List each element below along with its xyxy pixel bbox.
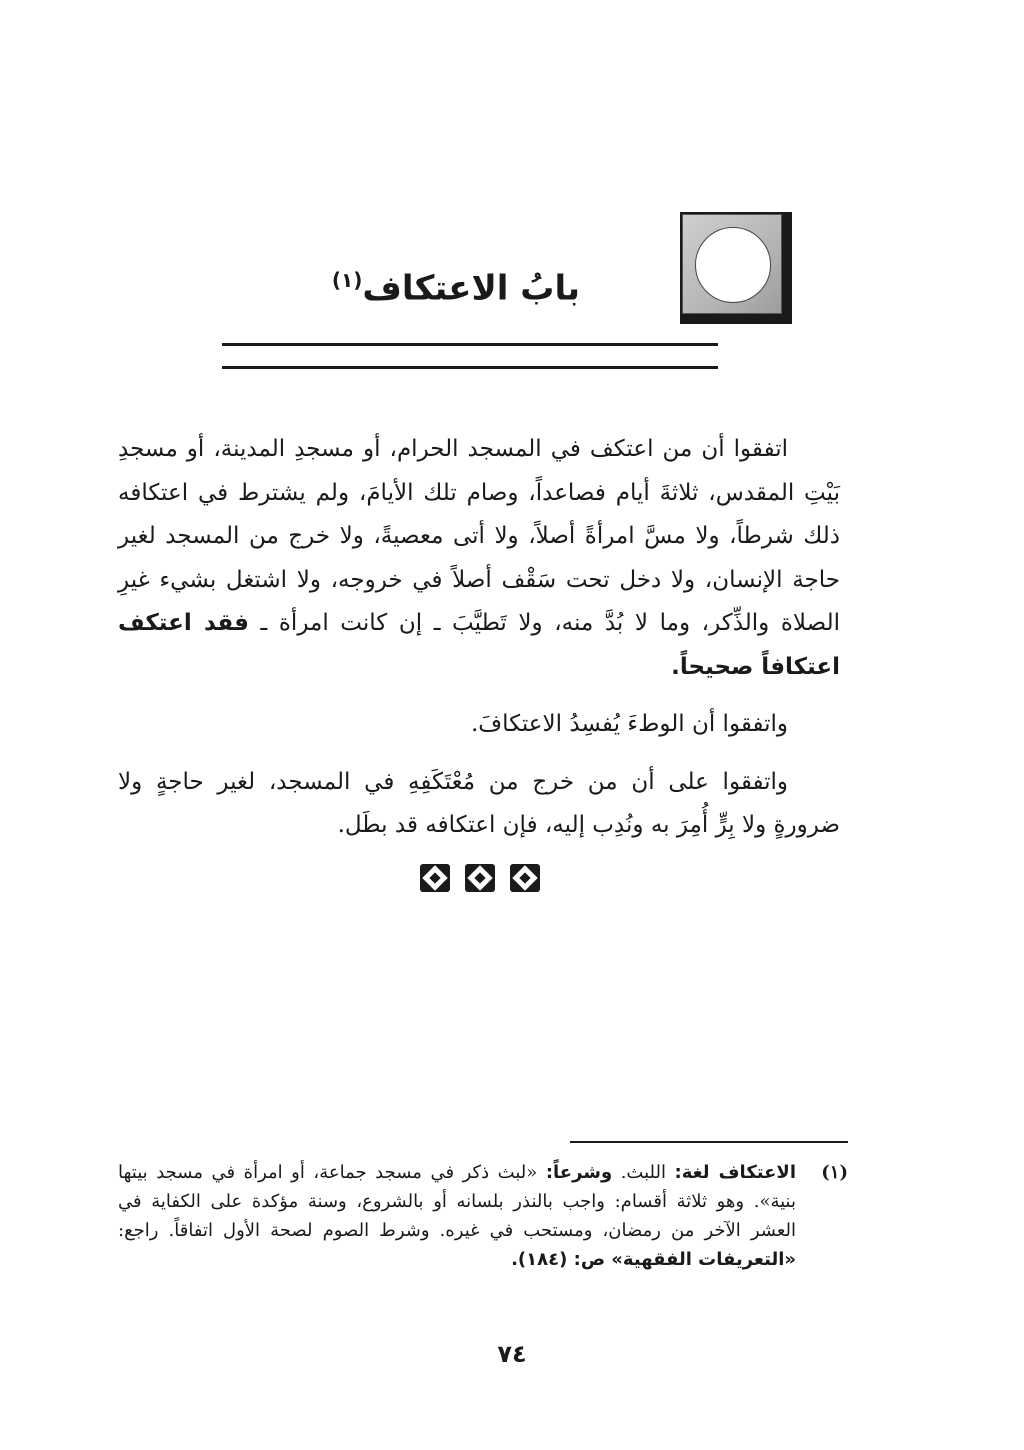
- paragraph-1-text: اتفقوا أن من اعتكف في المسجد الحرام، أو مسجدِ المدينة، أو مسجدِ بَيْتِ المقدس، ثلاثةَ أيام فصاعداً، وصام تلك الأيامَ، ولم يشترط في اعتكافه ذلك شرطاً، ولا مسَّ امرأةً أصلاً، ولا أتى معصيةً، ولا خرج من المسجد لغير حاجة الإنسان، ولا دخل تحت سَقْف أصلاً في خروجه، ولا اشتغل بشيء غيرِ الصلاة والذِّكر، وما لا بُدَّ منه، ولا تَطيَّبَ ـ إن كانت امرأة ـ: [118, 436, 840, 636]
- ornament-icon: [465, 864, 495, 892]
- chapter-title-text: بابُ الاعتكاف: [362, 268, 580, 309]
- footnote-marker: (١): [821, 1162, 848, 1183]
- ornament-icon: [510, 864, 540, 892]
- body-text: [118, 428, 840, 848]
- footnote-separator: [570, 1141, 848, 1143]
- emblem-frame: [682, 214, 782, 314]
- paragraph-2-text: واتفقوا أن الوطءَ يُفسِدُ الاعتكافَ.: [471, 711, 788, 737]
- paragraph-3-text: واتفقوا على أن من خرج من مُعْتَكَفِهِ في المسجد، لغير حاجةٍ ولا ضرورةٍ ولا بِرٍّ أُمِرَ به ونُدِب إليه، فإن اعتكافه قد بطَل.: [118, 768, 840, 838]
- paragraph-2: [118, 703, 840, 747]
- ornament-icon: [420, 864, 450, 892]
- footnote-label-2: وشرعاً:: [545, 1162, 613, 1183]
- title-rule-bottom: [222, 366, 718, 369]
- footnote: [118, 1158, 848, 1274]
- paragraph-1: [118, 428, 840, 689]
- footnote-text-2: «لبث ذكر في مسجد جماعة، أو امرأة في مسجد بيتها بنية». وهو ثلاثة أقسام: واجب بالنذر بلسانه أو بالشروع، وسنة مؤكدة على الكفاية في العشر الآخر من رمضان، ومستحب في غيره. وشرط الصوم لصحة الأول اتفاقاً. راجع:: [118, 1162, 796, 1241]
- page-number: ٧٤: [497, 1340, 527, 1368]
- footnote-source: «التعريفات الفقهية» ص: (١٨٤).: [511, 1249, 796, 1270]
- chapter-emblem-icon: [680, 212, 792, 324]
- emblem-circle: [695, 227, 771, 303]
- chapter-footnote-ref: (١): [331, 268, 363, 292]
- paragraph-3: [118, 761, 840, 848]
- footnote-text-1: اللبث.: [620, 1162, 666, 1183]
- section-ornaments: [420, 862, 540, 894]
- chapter-title: [332, 258, 580, 310]
- paragraph-1-conclusion: فقد اعتكف اعتكافاً صحيحاً.: [118, 610, 840, 680]
- footnote-body: [118, 1158, 796, 1274]
- title-rule-top: [222, 343, 718, 346]
- footnote-label: الاعتكاف لغة:: [674, 1162, 796, 1183]
